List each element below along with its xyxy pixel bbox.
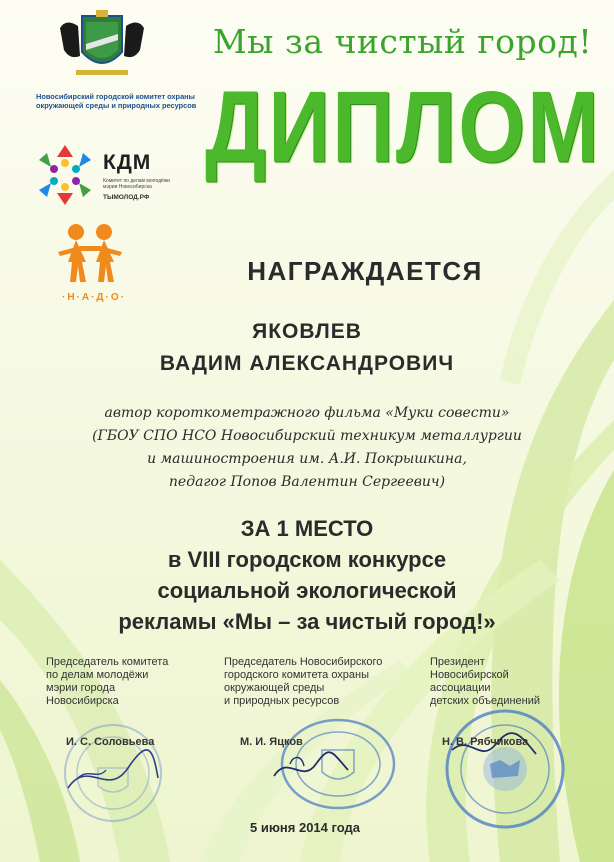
signatory-title-line: по делам молодёжи — [46, 669, 149, 681]
youth-committee-stamp — [58, 718, 168, 828]
place-line: в VIII городском конкурсе — [167, 547, 447, 572]
signatory-title-line: Председатель комитета — [46, 656, 169, 668]
signatory-title-line: и природных ресурсов — [224, 695, 340, 707]
signatory-title-line: Новосибирской — [430, 669, 509, 681]
nado-logo — [50, 222, 130, 284]
signatory-name: И. С. Соловьева — [66, 736, 155, 748]
signatory-name: М. И. Яцков — [240, 736, 303, 748]
emblem-caption: Новосибирский городской комитет охраны окружающей среды и природных ресурсов — [36, 92, 197, 110]
signature-block-children-association — [430, 656, 600, 708]
children-association-stamp — [440, 704, 570, 834]
recipient-given-names: ВАДИМ АЛЕКСАНДРОВИЧ — [159, 352, 455, 375]
place-line: социальной экологической — [157, 578, 457, 603]
signature-block-youth-committee — [46, 656, 226, 708]
recipient-surname: ЯКОВЛЕВ — [252, 320, 362, 343]
diploma-title: ДИПЛОМ — [205, 70, 601, 184]
kdm-title: КДМ — [103, 151, 152, 174]
description-line: автор короткометражного фильма «Муки совести» — [104, 405, 510, 421]
signatory-title-line: Президент — [430, 656, 485, 668]
signatory-title-line: детских объединений — [430, 695, 541, 707]
awarded-heading: НАГРАЖДАЕТСЯ — [247, 256, 483, 286]
signatory-title-line: окружающей среды — [224, 682, 325, 694]
issue-date: 5 июня 2014 года — [249, 820, 360, 835]
environment-committee-stamp — [268, 714, 398, 814]
signatory-title-line: мэрии города — [46, 682, 116, 694]
kdm-logo — [34, 143, 96, 207]
signatory-title-line: ассоциации — [430, 682, 491, 694]
description-line: (ГБОУ СПО НСО Новосибирский техникум металлургии — [92, 428, 522, 444]
place-line: ЗА 1 МЕСТО — [240, 516, 374, 541]
city-emblem-logo — [56, 10, 148, 84]
signatory-name: Н. В. Рябчикова — [442, 736, 529, 748]
signatory-title-line: Новосибирска — [46, 695, 119, 707]
kdm-subtitle: Комитет по делам молодёжи мэрии Новосибирска — [103, 178, 170, 190]
kdm-site: ТЫМОЛОД.РФ — [103, 194, 150, 201]
description-line: педагог Попов Валентин Сергеевич) — [168, 474, 446, 490]
nado-caption: ·Н·А·Д·О· — [62, 292, 126, 303]
description-line: и машиностроения им. А.И. Покрышкина, — [147, 451, 467, 467]
signatory-title-line: городского комитета охраны — [224, 669, 370, 681]
signatory-title-line: Председатель Новосибирского — [224, 656, 383, 668]
slogan-title: Мы за чистый город! — [212, 22, 593, 61]
signature-block-environment-committee — [224, 656, 404, 708]
place-line: рекламы «Мы – за чистый город!» — [118, 609, 496, 634]
